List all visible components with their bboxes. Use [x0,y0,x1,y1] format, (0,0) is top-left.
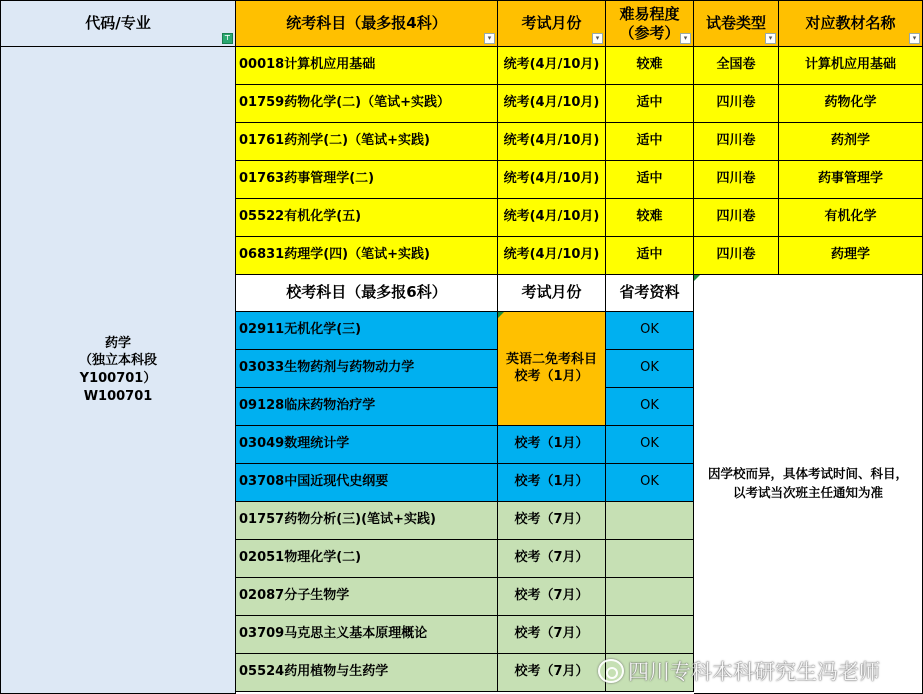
paper-type-cell[interactable] [694,199,779,237]
textbook-cell[interactable] [779,161,923,199]
materials-cell[interactable] [606,350,694,388]
school-subject-cell[interactable] [236,464,498,502]
textbook-cell[interactable] [779,199,923,237]
paper-type-cell-text: 四川卷 [716,209,756,225]
school-subject-text: 02087分子生物学 [239,588,350,604]
school-month-cell[interactable] [498,426,606,464]
school-month-text: 校考（7月） [514,550,589,566]
unified-month-cell-text: 统考(4月/10月) [503,57,600,73]
filter-dropdown-icon[interactable]: ▾ [484,33,495,44]
unified-subject-cell[interactable] [236,47,498,85]
textbook-cell-text: 有机化学 [824,209,877,225]
unified-month-cell[interactable] [498,237,606,275]
unified-month-cell-text: 统考(4月/10月) [503,209,600,225]
difficulty-cell-text: 适中 [636,247,663,263]
textbook-header-label: 对应教材名称 [805,13,896,32]
materials-cell[interactable] [606,502,694,540]
school-subjects-header-label: 校考科目（最多报6科） [286,283,447,302]
exam-month-header[interactable] [498,0,606,47]
difficulty-cell-text: 较难 [636,209,663,225]
comment-marker-icon [498,312,504,318]
school-month-cell[interactable] [498,578,606,616]
unified-subject-cell-text: 06831药理学(四)（笔试+实践) [239,247,430,263]
filter-dropdown-icon[interactable]: ▾ [592,33,603,44]
major-code-1: Y100701） [79,371,157,386]
materials-cell[interactable] [606,312,694,350]
materials-ok-text: OK [640,322,659,338]
unified-subject-cell-text: 01759药物化学(二)（笔试+实践） [239,95,451,111]
major-name: 药学 [104,335,131,351]
major-cell [0,47,236,694]
materials-ok-text: OK [640,398,659,414]
school-subject-text: 03033生物药剂与药物动力学 [239,360,415,376]
school-subject-text: 05524药用植物与生药学 [239,664,389,680]
school-subjects-header[interactable] [236,275,498,312]
difficulty-header-label: 难易程度（参考） [619,4,680,42]
materials-header-label: 省考资料 [619,283,680,302]
school-subject-cell[interactable] [236,312,498,350]
school-month-cell[interactable] [498,464,606,502]
unified-subject-cell[interactable] [236,85,498,123]
textbook-cell-text: 药理学 [830,247,870,263]
school-month-text: 校考（7月） [514,588,589,604]
difficulty-cell[interactable] [606,85,694,123]
merged-month-line2: 校考（1月） [514,368,589,384]
unified-month-cell[interactable] [498,161,606,199]
unified-subject-cell-text: 01763药事管理学(二) [239,171,375,187]
paper-type-cell-text: 四川卷 [716,171,756,187]
materials-header[interactable] [606,275,694,312]
difficulty-cell[interactable] [606,199,694,237]
difficulty-cell-text: 适中 [636,95,663,111]
unified-month-cell[interactable] [498,199,606,237]
school-subject-cell[interactable] [236,654,498,692]
difficulty-cell[interactable] [606,47,694,85]
filter-active-icon[interactable]: ⊤ [222,33,233,44]
paper-type-cell-text: 四川卷 [716,95,756,111]
school-subject-cell[interactable] [236,540,498,578]
school-month-text: 校考（1月） [514,474,589,490]
school-month-text: 校考（7月） [514,664,589,680]
materials-ok-text: OK [640,474,659,490]
school-subject-cell[interactable] [236,616,498,654]
major-level: （独立本科段 [78,353,157,369]
school-month-header-label: 考试月份 [521,283,582,302]
school-subject-text: 02911无机化学(三) [239,322,362,338]
school-subject-cell[interactable] [236,502,498,540]
paper-type-cell[interactable] [694,47,779,85]
unified-month-cell-text: 统考(4月/10月) [503,171,600,187]
watermark [598,654,880,688]
watermark-text: 四川专科本科研究生冯老师 [628,660,880,684]
filter-dropdown-icon[interactable]: ▾ [680,33,691,44]
school-month-header[interactable] [498,275,606,312]
note-cell[interactable] [694,275,923,694]
materials-cell[interactable] [606,616,694,654]
merged-month-line1: 英语二免考科目 [505,351,597,367]
textbook-cell-text: 药剂学 [830,133,870,149]
school-subject-cell[interactable] [236,350,498,388]
difficulty-cell-text: 较难 [636,57,663,73]
textbook-header[interactable] [779,0,923,47]
filter-dropdown-icon[interactable]: ▾ [765,33,776,44]
school-subject-cell[interactable] [236,578,498,616]
unified-subject-cell-text: 05522有机化学(五) [239,209,362,225]
unified-subjects-header-label: 统考科目（最多报4科） [286,13,447,32]
code-major-header[interactable] [0,0,236,47]
materials-cell[interactable] [606,388,694,426]
school-subject-cell[interactable] [236,388,498,426]
materials-ok-text: OK [640,436,659,452]
school-month-text: 校考（1月） [514,436,589,452]
unified-month-cell-text: 统考(4月/10月) [503,95,600,111]
textbook-cell[interactable] [779,237,923,275]
materials-cell[interactable] [606,540,694,578]
textbook-cell-text: 计算机应用基础 [804,57,896,73]
school-subject-text: 03049数理统计学 [239,436,350,452]
paper-type-header-label: 试卷类型 [705,13,766,32]
school-month-cell[interactable] [498,616,606,654]
materials-ok-text: OK [640,360,659,376]
difficulty-cell[interactable] [606,161,694,199]
difficulty-header[interactable] [606,0,694,47]
paper-type-cell[interactable] [694,161,779,199]
paper-type-cell[interactable] [694,85,779,123]
code-major-header-label: 代码/专业 [85,13,151,32]
materials-cell[interactable] [606,578,694,616]
weibo-icon [598,659,624,683]
unified-subject-cell[interactable] [236,199,498,237]
paper-type-cell-text: 全国卷 [716,57,756,73]
unified-month-cell-text: 统考(4月/10月) [503,133,600,149]
unified-month-cell[interactable] [498,123,606,161]
school-subject-text: 03709马克思主义基本原理概论 [239,626,428,642]
unified-month-cell[interactable] [498,47,606,85]
note-text: 因学校而异，具体考试时间、科目，以考试当次班主任通知为准 [707,466,908,500]
paper-type-header[interactable] [694,0,779,47]
unified-month-cell[interactable] [498,85,606,123]
paper-type-cell-text: 四川卷 [716,247,756,263]
paper-type-cell[interactable] [694,123,779,161]
difficulty-cell-text: 适中 [636,171,663,187]
unified-subject-cell[interactable] [236,161,498,199]
difficulty-cell-text: 适中 [636,133,663,149]
exam-month-header-label: 考试月份 [521,13,582,32]
textbook-cell-text: 药物化学 [824,95,877,111]
textbook-cell[interactable] [779,85,923,123]
school-subject-text: 03708中国近现代史纲要 [239,474,389,490]
school-month-text: 校考（7月） [514,512,589,528]
unified-month-cell-text: 统考(4月/10月) [503,247,600,263]
difficulty-cell[interactable] [606,237,694,275]
comment-marker-icon [694,275,700,281]
school-subject-text: 02051物理化学(二) [239,550,362,566]
filter-dropdown-icon[interactable]: ▾ [909,33,920,44]
unified-subject-cell[interactable] [236,123,498,161]
major-code-2: W100701 [83,388,153,404]
school-month-text: 校考（7月） [514,626,589,642]
school-month-cell[interactable] [498,654,606,692]
school-subject-cell[interactable] [236,426,498,464]
paper-type-cell-text: 四川卷 [716,133,756,149]
school-month-cell[interactable] [498,502,606,540]
unified-subjects-header[interactable] [236,0,498,47]
unified-subject-cell-text: 00018计算机应用基础 [239,57,376,73]
school-month-cell[interactable] [498,540,606,578]
unified-subject-cell-text: 01761药剂学(二)（笔试+实践) [239,133,430,149]
textbook-cell[interactable] [779,123,923,161]
materials-cell[interactable] [606,464,694,502]
difficulty-cell[interactable] [606,123,694,161]
merged-month-cell[interactable] [498,312,606,426]
school-subject-text: 09128临床药物治疗学 [239,398,376,414]
textbook-cell[interactable] [779,47,923,85]
school-subject-text: 01757药物分析(三)(笔试+实践) [239,512,436,528]
textbook-cell-text: 药事管理学 [817,171,883,187]
paper-type-cell[interactable] [694,237,779,275]
unified-subject-cell[interactable] [236,237,498,275]
materials-cell[interactable] [606,426,694,464]
